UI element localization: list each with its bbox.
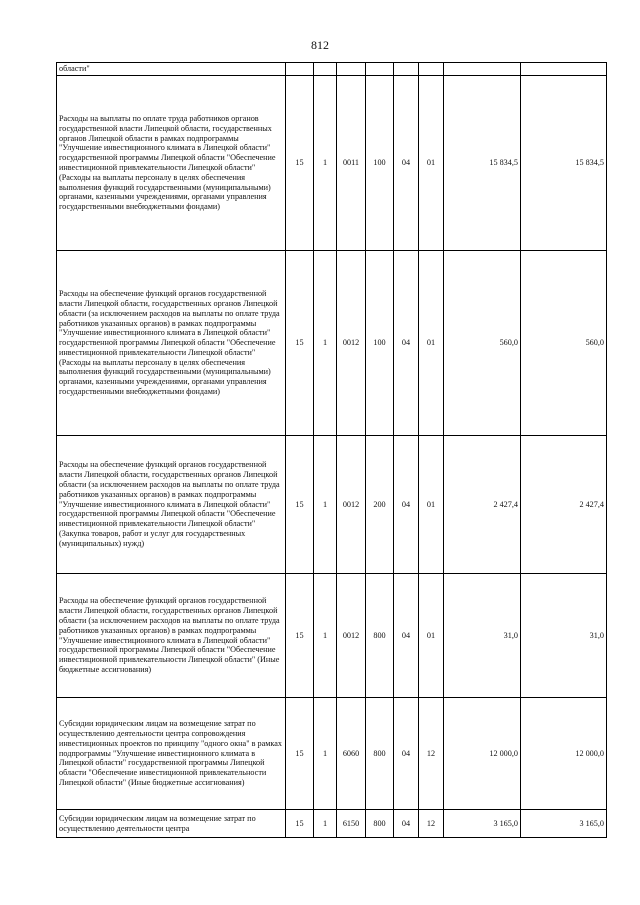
col-expense-type: 200 [366,436,394,574]
col-ministry-code: 15 [286,574,314,698]
col-subsection: 01 [419,76,444,251]
budget-table [56,62,607,838]
row-description: Субсидии юридическим лицам на возмещение затрат по осуществлению деятельности центра сопровождения инвестиционных проектов по принципу "одного окна" в рамках подпрограммы "Улучшение инвестиционного климата в Липецкой области" государственной программы Липецкой области "Обеспечение инвестиционной привлекательности Липецкой области" (Иные бюджетные ассигнования) [57,698,286,810]
col-subprogram: 1 [314,436,337,574]
col-expense-type: 100 [366,76,394,251]
col-amount-2: 12 000,0 [521,698,607,810]
col-subsection: 12 [419,810,444,838]
col-ministry-code: 15 [286,251,314,436]
col-amount-2: 15 834,5 [521,76,607,251]
col-direction: 0012 [337,251,366,436]
col-section: 04 [394,574,419,698]
row-description: Расходы на выплаты по оплате труда работников органов государственной власти Липецкой области, государственных органов Липецкой области в рамках подпрограммы "Улучшение инвестиционного климата в Липецкой области" государственной программы Липецкой области "Обеспечение инвестиционной привлекательности Липецкой области" (Расходы на выплаты персоналу в целях обеспечения выполнения функций государственными (муниципальными) органами, казенными учреждениями, органами управления государственными внебюджетными фондами) [57,76,286,251]
row-description: Расходы на обеспечение функций органов государственной власти Липецкой области, государственных органов Липецкой области (за исключением расходов на выплаты по оплате труда работников указанных органов) в рамках подпрограммы "Улучшение инвестиционного климата в Липецкой области" государственной программы Липецкой области "Обеспечение инвестиционной привлекательности Липецкой области" (Иные бюджетные ассигнования) [57,574,286,698]
col-expense-type: 100 [366,251,394,436]
col-amount-1: 15 834,5 [444,76,521,251]
col-section: 04 [394,76,419,251]
row-description: Субсидии юридическим лицам на возмещение затрат по осуществлению деятельности центра [57,810,286,838]
col-expense-type: 800 [366,810,394,838]
col-subsection: 01 [419,436,444,574]
col-section: 04 [394,698,419,810]
col-amount-1: 3 165,0 [444,810,521,838]
col-subprogram: 1 [314,698,337,810]
table-row [57,76,607,251]
col-expense-type [366,63,394,76]
col-ministry-code: 15 [286,436,314,574]
table-row [57,436,607,574]
col-amount-2: 3 165,0 [521,810,607,838]
col-amount-1: 31,0 [444,574,521,698]
col-subsection: 01 [419,251,444,436]
table-row [57,698,607,810]
col-amount-2: 2 427,4 [521,436,607,574]
table-row [57,810,607,838]
col-subsection: 01 [419,574,444,698]
col-amount-1: 12 000,0 [444,698,521,810]
col-direction: 0011 [337,76,366,251]
row-description: Расходы на обеспечение функций органов государственной власти Липецкой области, государственных органов Липецкой области (за исключением расходов на выплаты по оплате труда работников указанных органов) в рамках подпрограммы "Улучшение инвестиционного климата в Липецкой области" государственной программы Липецкой области "Обеспечение инвестиционной привлекательности Липецкой области" (Расходы на выплаты персоналу в целях обеспечения выполнения функций государственными (муниципальными) органами, казенными учреждениями, органами управления государственными внебюджетными фондами) [57,251,286,436]
col-expense-type: 800 [366,574,394,698]
col-subsection: 12 [419,698,444,810]
col-direction: 6150 [337,810,366,838]
page-number: 812 [311,38,329,52]
col-amount-2 [521,63,607,76]
col-amount-1 [444,63,521,76]
table-row [57,63,607,76]
col-ministry-code: 15 [286,76,314,251]
col-section: 04 [394,810,419,838]
col-ministry-code: 15 [286,698,314,810]
col-direction: 6060 [337,698,366,810]
col-section: 04 [394,251,419,436]
col-section: 04 [394,436,419,574]
col-amount-2: 560,0 [521,251,607,436]
col-ministry-code [286,63,314,76]
row-description: Расходы на обеспечение функций органов государственной власти Липецкой области, государственных органов Липецкой области (за исключением расходов на выплаты по оплате труда работников указанных органов) в рамках подпрограммы "Улучшение инвестиционного климата в Липецкой области" государственной программы Липецкой области "Обеспечение инвестиционной привлекательности Липецкой области" (Закупка товаров, работ и услуг для государственных (муниципальных) нужд) [57,436,286,574]
col-subprogram: 1 [314,251,337,436]
col-amount-2: 31,0 [521,574,607,698]
col-direction: 0012 [337,574,366,698]
col-amount-1: 560,0 [444,251,521,436]
col-expense-type: 800 [366,698,394,810]
row-description: области" [57,63,286,76]
col-section [394,63,419,76]
table-row [57,574,607,698]
col-subprogram: 1 [314,76,337,251]
col-subprogram [314,63,337,76]
col-amount-1: 2 427,4 [444,436,521,574]
col-subprogram: 1 [314,810,337,838]
table-row [57,251,607,436]
col-subsection [419,63,444,76]
col-direction: 0012 [337,436,366,574]
col-ministry-code: 15 [286,810,314,838]
col-direction [337,63,366,76]
col-subprogram: 1 [314,574,337,698]
